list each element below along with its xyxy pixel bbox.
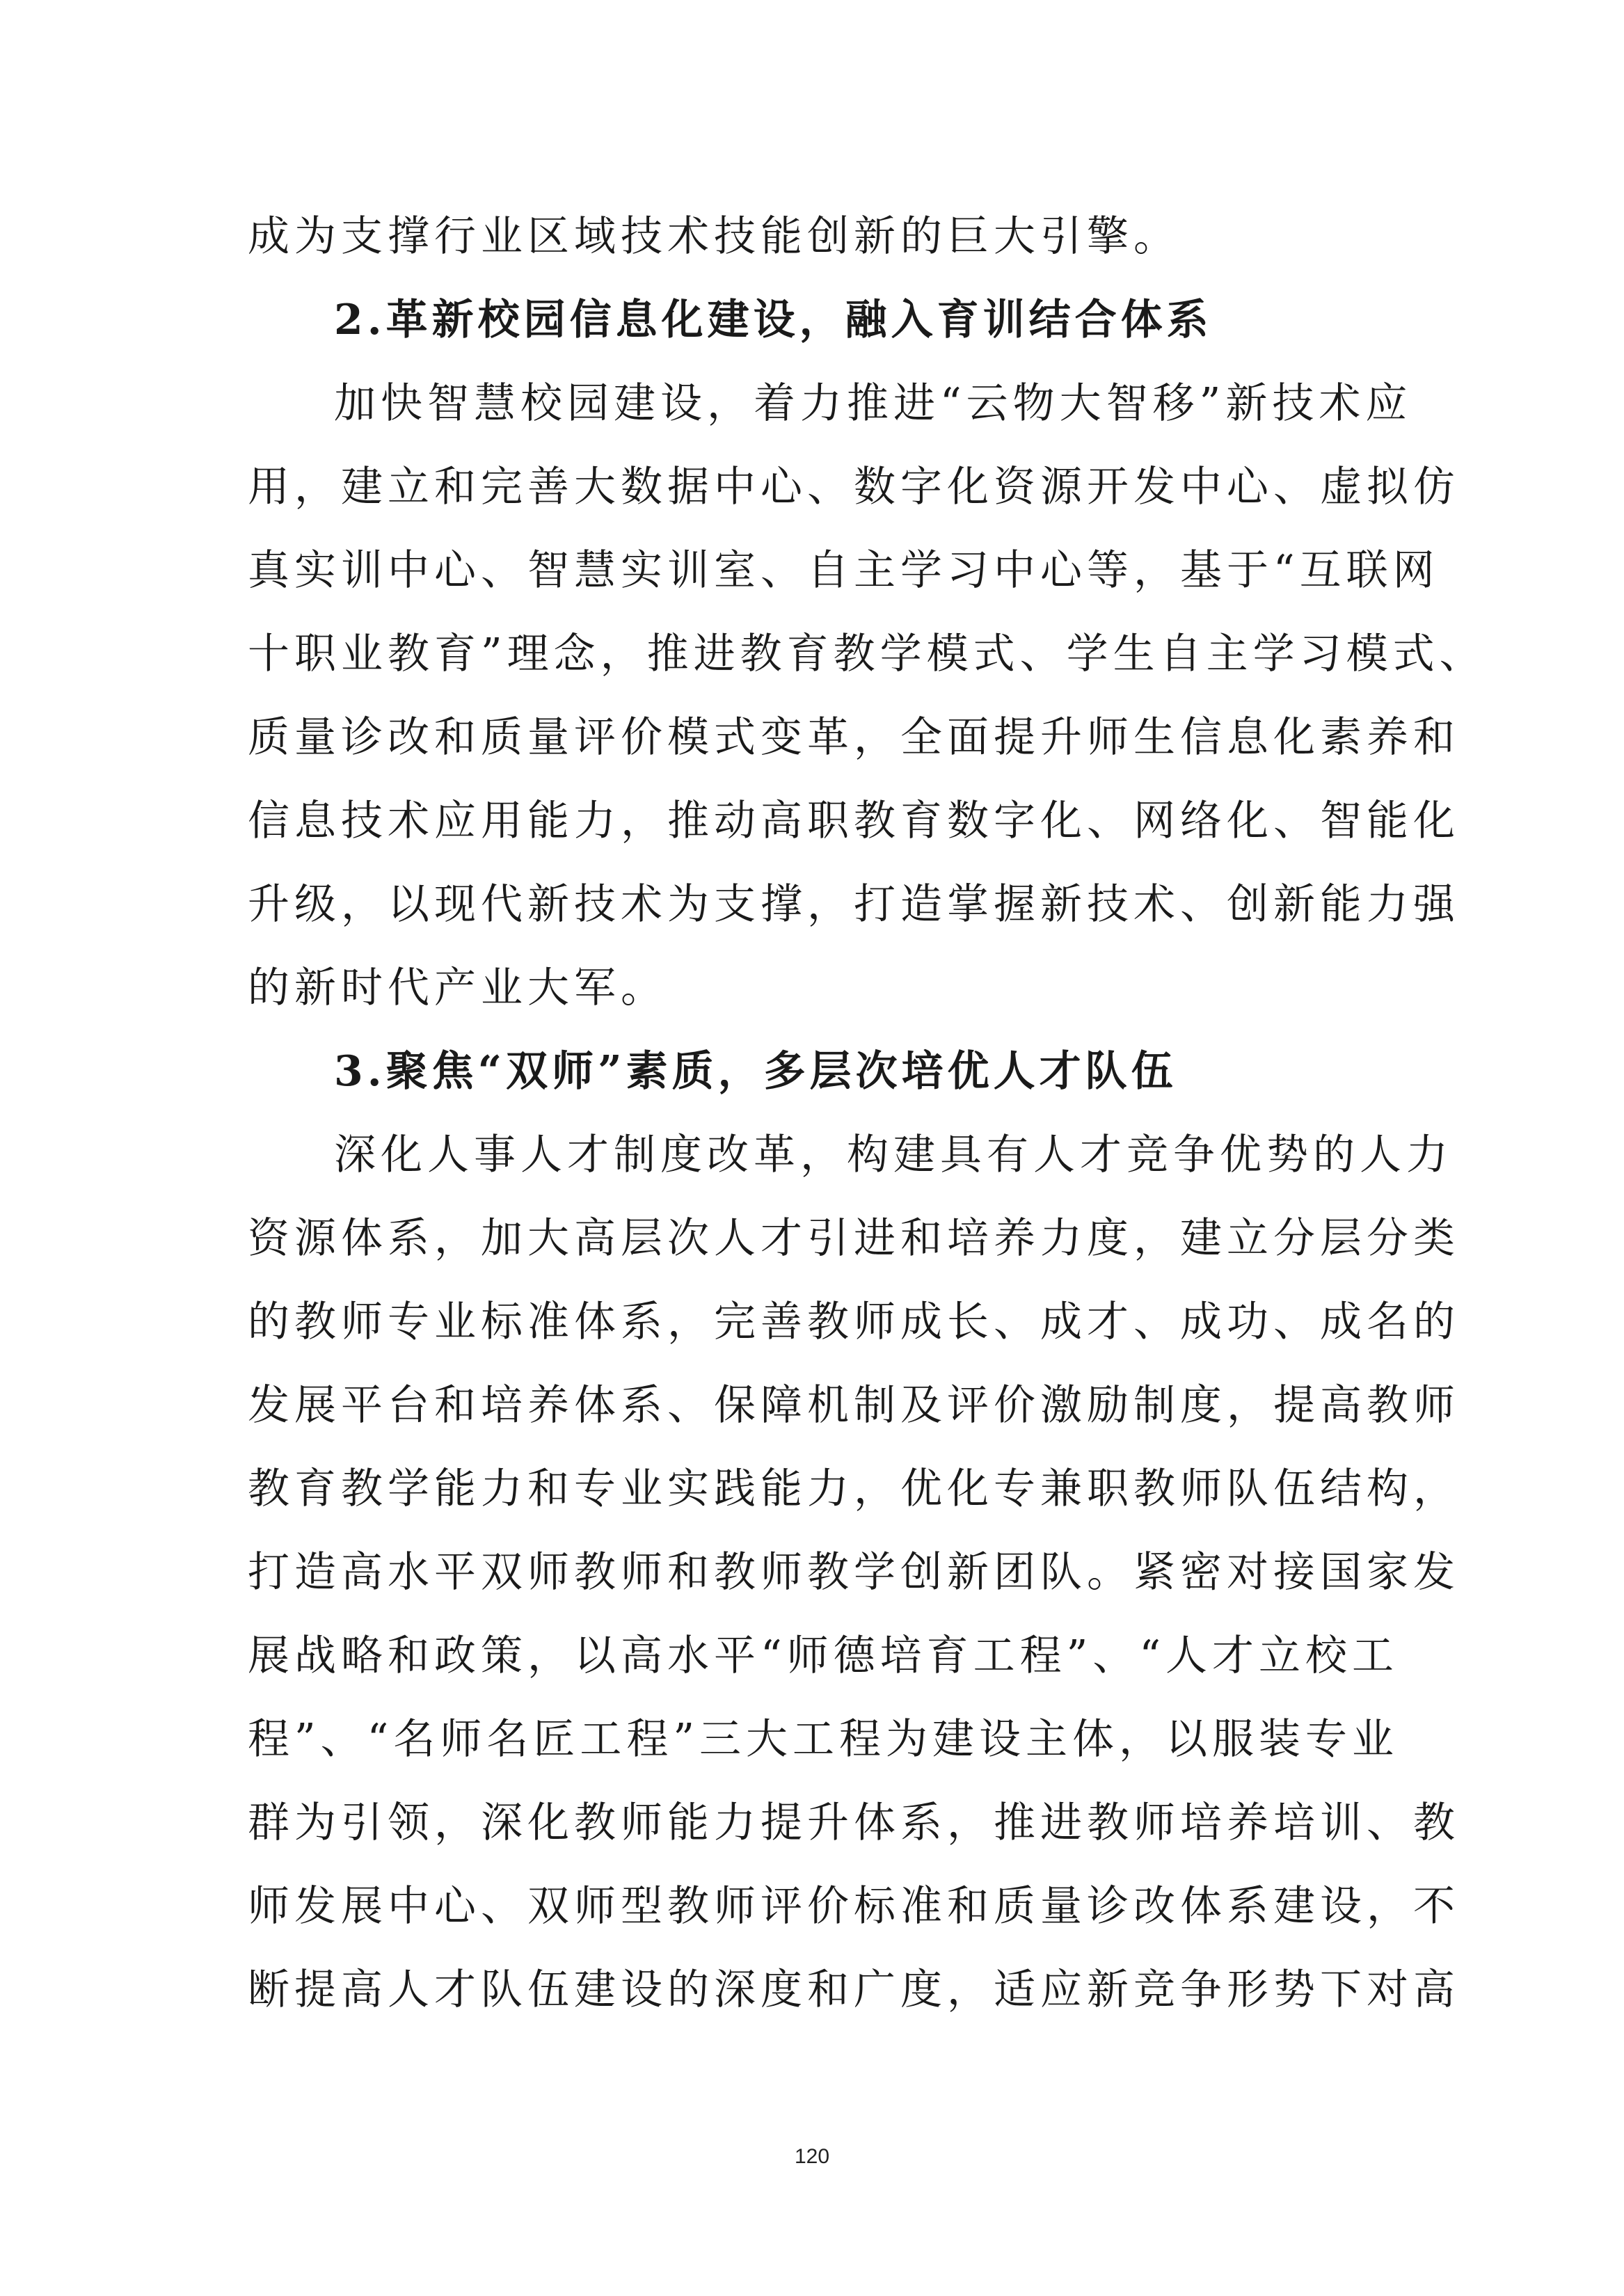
- paragraph-line: 质量诊改和质量评价模式变革，全面提升师生信息化素养和: [248, 713, 1460, 762]
- paragraph-line: 的新时代产业大军。: [248, 964, 667, 1012]
- paragraph-line: 群为引领，深化教师能力提升体系，推进教师培养培训、教: [248, 1799, 1460, 1847]
- paragraph-line: 加快智慧校园建设，着力推进“云物大智移”新技术应: [334, 379, 1412, 428]
- page-number: 120: [794, 2145, 830, 2168]
- paragraph-line: 信息技术应用能力，推动高职教育数字化、网络化、智能化: [248, 797, 1460, 845]
- paragraph-line: 真实训中心、智慧实训室、自主学习中心等，基于“互联网: [248, 546, 1440, 595]
- paragraph-line: 的教师专业标准体系，完善教师成长、成才、成功、成名的: [248, 1298, 1460, 1346]
- paragraph-line: 断提高人才队伍建设的深度和广度，适应新竞争形势下对高: [248, 1966, 1460, 2014]
- paragraph-line: 升级，以现代新技术为支撑，打造掌握新技术、创新能力强: [248, 880, 1460, 929]
- paragraph-line: 程”、“名师名匠工程”三大工程为建设主体，以服装专业: [248, 1715, 1399, 1764]
- paragraph-line: 打造高水平双师教师和教师教学创新团队。紧密对接国家发: [248, 1548, 1460, 1597]
- paragraph-line: 发展平台和培养体系、保障机制及评价激励制度，提高教师: [248, 1381, 1460, 1430]
- section-heading: 2.革新校园信息化建设，融入育训结合体系: [334, 296, 1213, 344]
- paragraph-line: 教育教学能力和专业实践能力，优化专兼职教师队伍结构，: [248, 1465, 1460, 1513]
- paragraph-line: 十职业教育”理念，推进教育教学模式、学生自主学习模式、: [248, 630, 1486, 678]
- paragraph-line: 用，建立和完善大数据中心、数字化资源开发中心、虚拟仿: [248, 463, 1460, 511]
- paragraph-line: 深化人事人才制度改革，构建具有人才竞争优势的人力: [334, 1131, 1453, 1179]
- section-heading: 3.聚焦“双师”素质，多层次培优人才队伍: [334, 1047, 1177, 1096]
- paragraph-line: 成为支撑行业区域技术技能创新的巨大引擎。: [248, 212, 1180, 261]
- paragraph-line: 师发展中心、双师型教师评价标准和质量诊改体系建设，不: [248, 1882, 1460, 1931]
- paragraph-line: 展战略和政策，以高水平“师德培育工程”、“人才立校工: [248, 1632, 1399, 1680]
- paragraph-line: 资源体系，加大高层次人才引进和培养力度，建立分层分类: [248, 1214, 1460, 1263]
